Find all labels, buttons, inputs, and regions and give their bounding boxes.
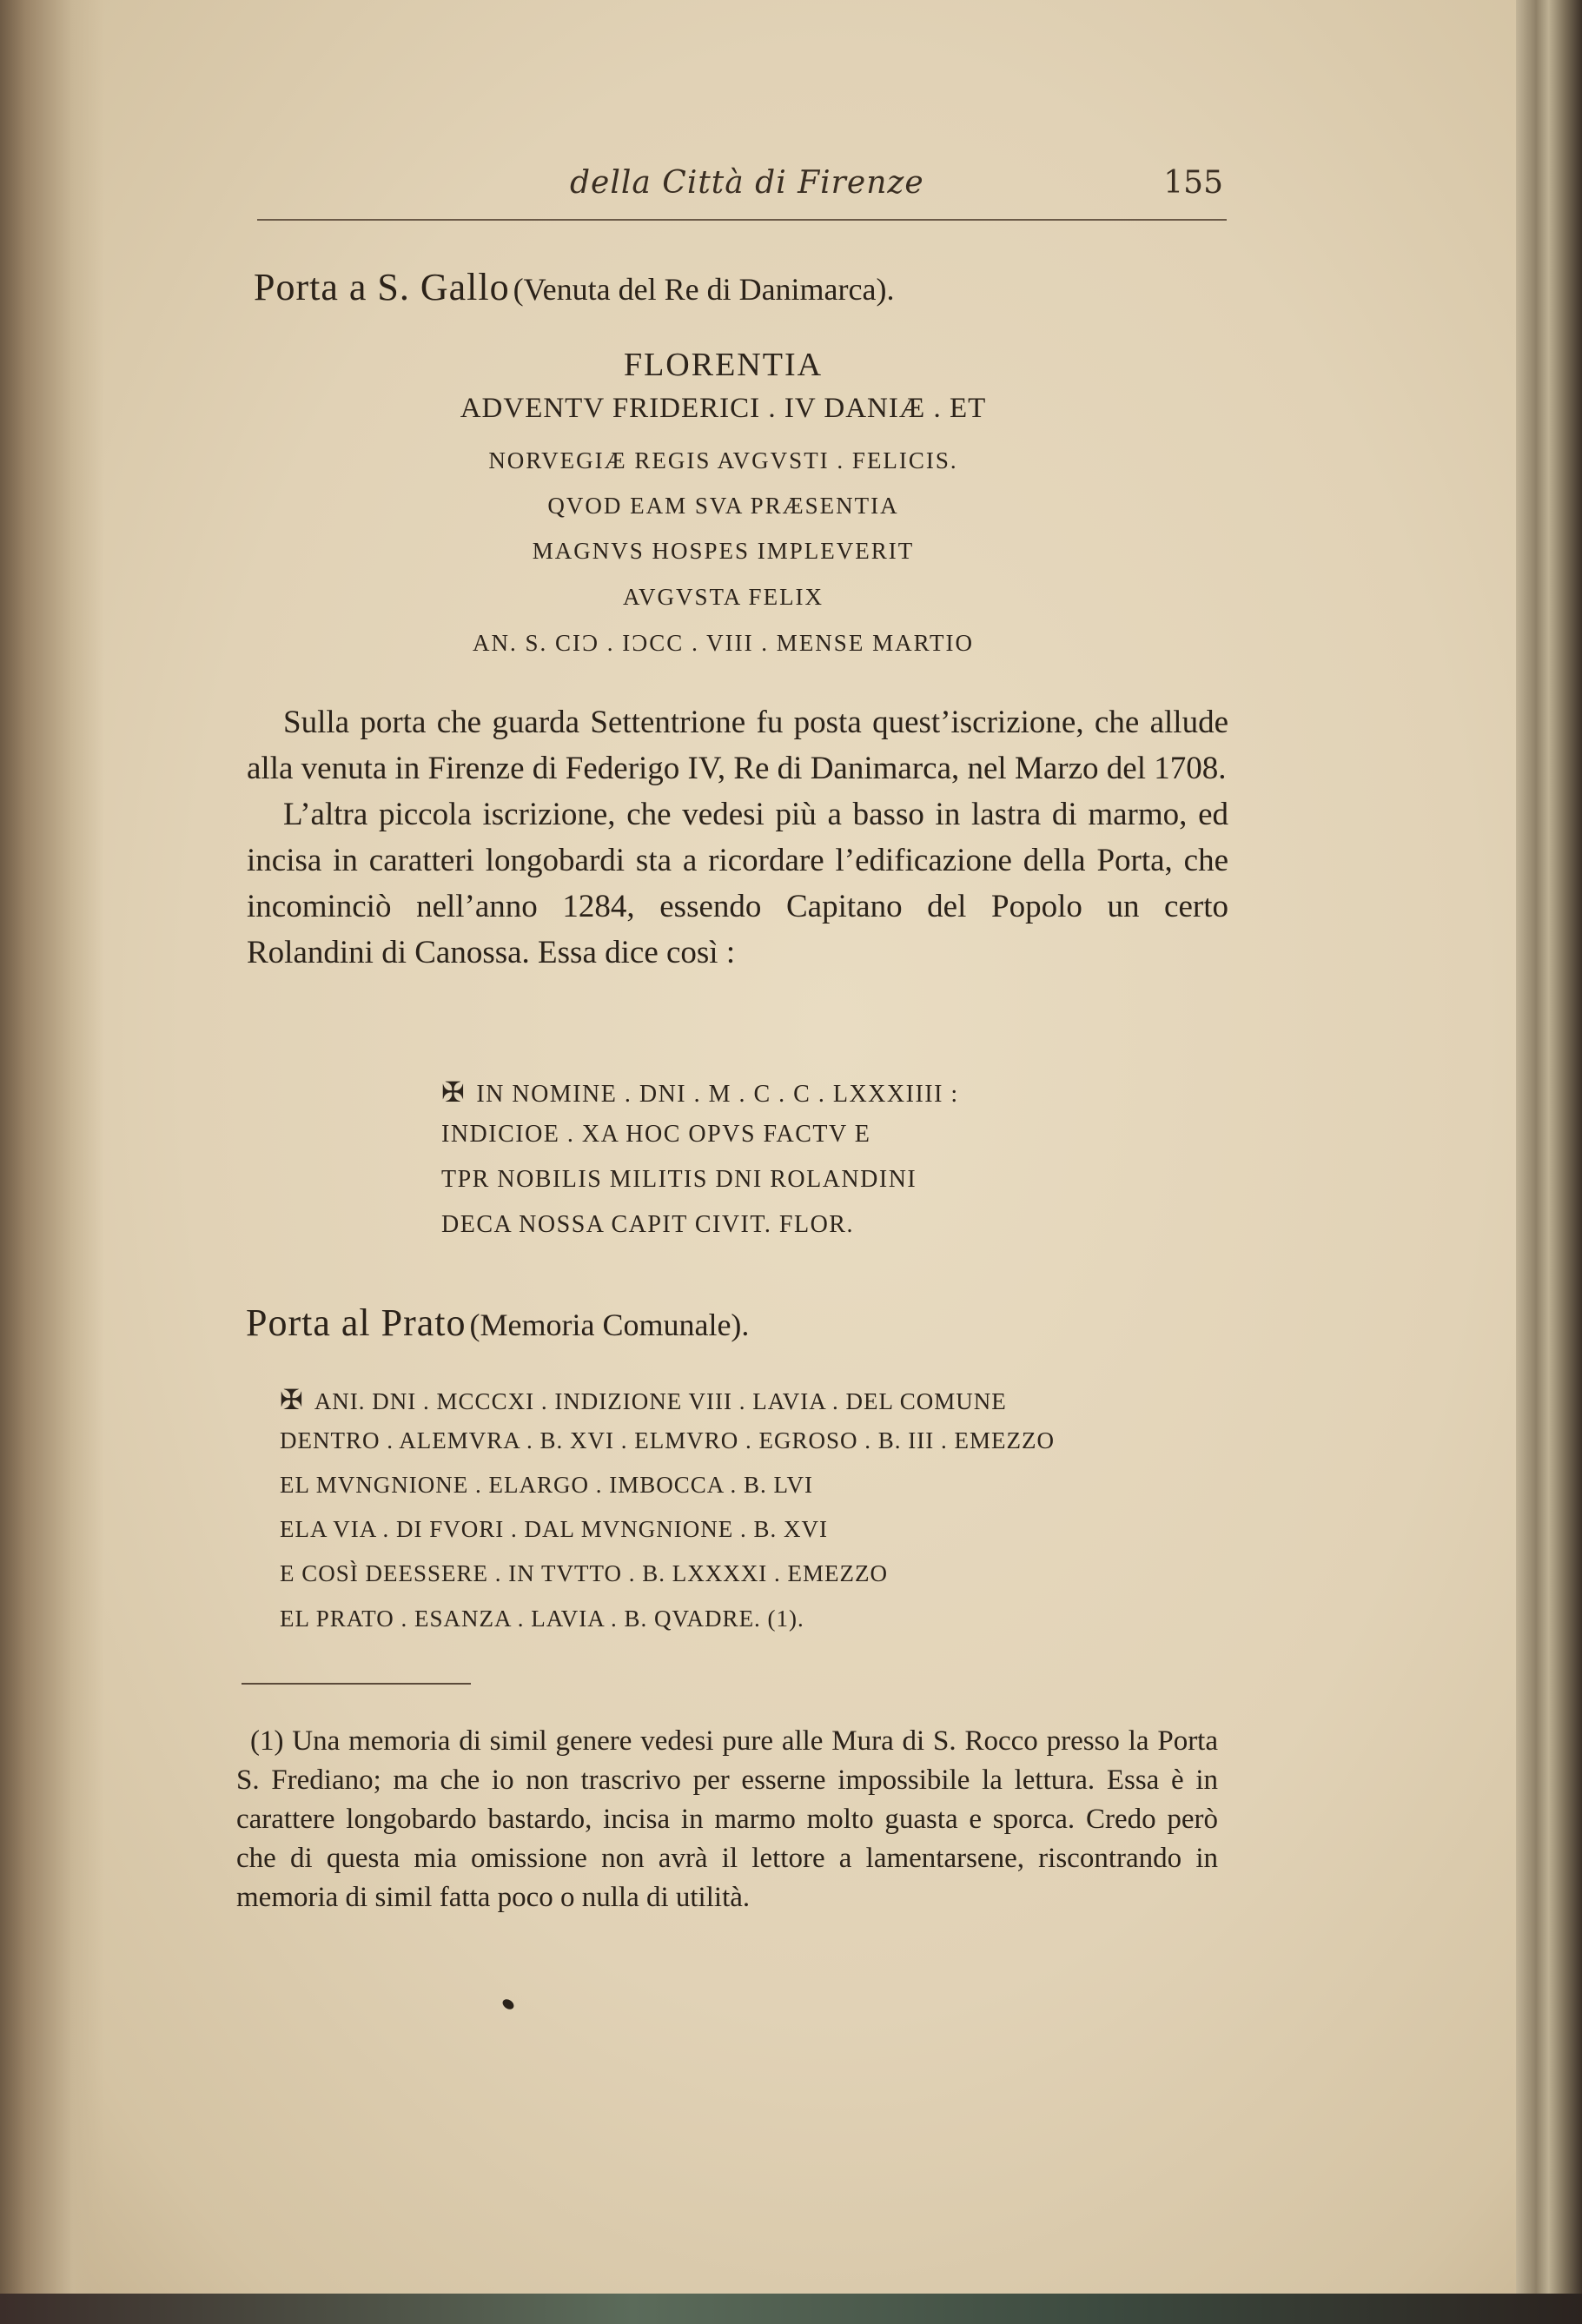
footnote <box>236 1722 1218 1917</box>
paragraph: Sulla porta che guarda Settentrione fu posta quest’iscrizione, che allude alla venuta in Firenze di Federigo IV, Re di Danimarca, nel Marzo del 1708. <box>247 705 1228 786</box>
running-header <box>257 156 1230 217</box>
paragraph: L’altra piccola iscrizione, che vedesi più a basso in lastra di marmo, ed incisa in caratteri longobardi sta a ricordare l’edificazione della Porta, che incominciò nell’anno 1284, essendo Capitano del Popolo un certo Rolandini di Canossa. Essa dice così : <box>247 797 1228 970</box>
ink-blot <box>500 1997 515 2011</box>
scan-border-bottom <box>0 2294 1582 2324</box>
inscription-line: MAGNVS HOSPES IMPLEVERIT <box>532 538 915 564</box>
inscription-line: EL MVNGNIONE . ELARGO . IMBOCCA . B. LVI <box>280 1472 814 1498</box>
inscription-line: ✠ ANI. DNI . MCCCXI . INDIZIONE VIII . LAVIA . DEL COMUNE <box>280 1384 1007 1415</box>
page-number: 155 <box>1163 165 1223 201</box>
footnote-rule <box>242 1683 471 1685</box>
section-heading-porta-san-gallo <box>254 265 894 309</box>
inscription-line: DENTRO . ALEMVRA . B. XVI . ELMVRO . EGROSO . B. III . EMEZZO <box>280 1427 1055 1453</box>
inscription-line: DECA NOSSA CAPIT CIVIT. FLOR. <box>441 1211 854 1238</box>
inscription-line: TPR NOBILIS MILITIS DNI ROLANDINI <box>441 1166 917 1193</box>
inscription-line: NORVEGIÆ REGIS AVGVSTI . FELICIS. <box>488 447 958 473</box>
inscription-line: E COSÌ DEESSERE . IN TVTTO . B. LXXXXI . EMEZZO <box>280 1560 888 1586</box>
section-title: Porta al Prato <box>246 1301 467 1344</box>
inscription-line: ✠ IN NOMINE . DNI . M . C . C . LXXXIIII : <box>441 1076 959 1108</box>
inscription-line: AVGVSTA FELIX <box>622 584 824 610</box>
running-title: della Città di Firenze <box>570 165 924 201</box>
page-gutter-shadow <box>0 0 104 2294</box>
section-subtitle: (Venuta del Re di Danimarca). <box>513 272 895 307</box>
body-text <box>247 699 1228 976</box>
footnote-text: (1) Una memoria di simil genere vedesi pure alle Mura di S. Rocco presso la Porta S. Frediano; ma che io non trascrivo per esserne impossibile la lettura. Essa è in carattere longobardo bastardo, incisa in marmo molto guasta e sporca. Credo però che di questa mia omissione non avrà il lettore a lamentarsene, riscontrando in memoria di simil fatta poco o nulla di utilità. <box>236 1725 1218 1913</box>
cross-icon: ✠ <box>280 1384 304 1415</box>
cross-icon: ✠ <box>441 1076 467 1108</box>
section-title: Porta a S. Gallo <box>254 266 510 308</box>
inscription-line: QVOD EAM SVA PRÆSENTIA <box>547 493 899 519</box>
inscription-line: ELA VIA . DI FVORI . DAL MVNGNIONE . B. XVI <box>280 1516 828 1542</box>
inscription-line: AN. S. CIƆ . IƆCC . VIII . MENSE MARTIO <box>473 630 974 656</box>
section-subtitle: (Memoria Comunale). <box>469 1308 750 1342</box>
header-rule <box>257 219 1227 221</box>
inscription-line: ADVENTV FRIDERICI . IV DANIÆ . ET <box>460 393 987 424</box>
inscription-line: EL PRATO . ESANZA . LAVIA . B. QVADRE. (1). <box>280 1606 804 1632</box>
inscription-line: INDICIOE . XA HOC OPVS FACTV E <box>441 1121 871 1148</box>
section-heading-porta-al-prato <box>246 1301 749 1345</box>
inscription-line: FLORENTIA <box>623 347 824 383</box>
